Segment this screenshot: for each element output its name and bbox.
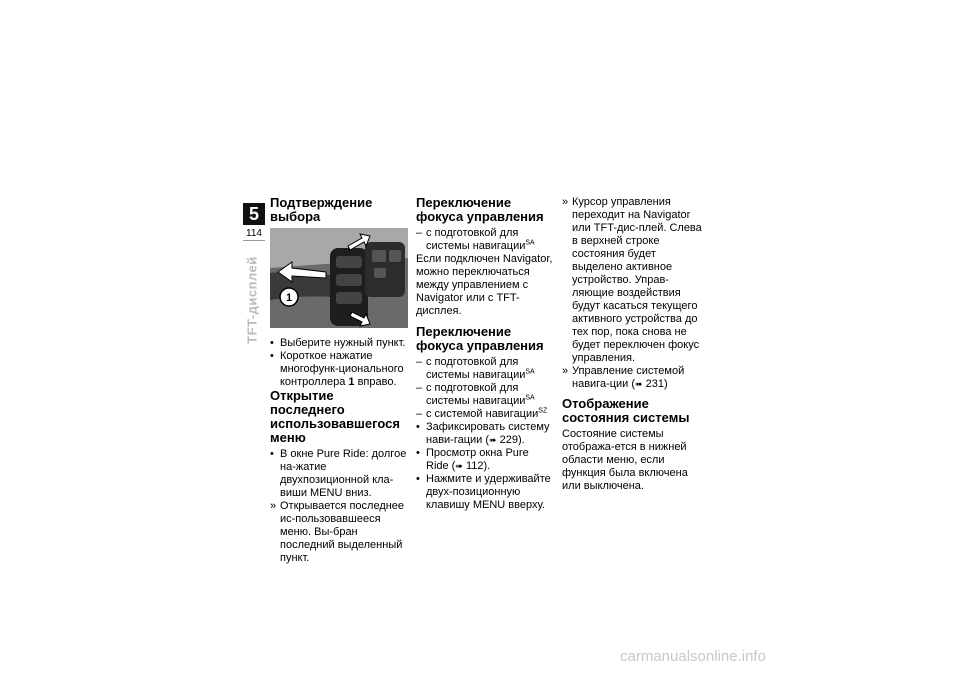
column-3 <box>562 196 702 493</box>
heading-open-last-menu: Открытие последнего использовавшегося меню <box>270 388 400 445</box>
heading-system-status: Отображение состояния системы <box>562 396 690 425</box>
column-1 <box>270 196 408 565</box>
list-item: • В окне Pure Ride: долгое на-жатие двухпозиционной кла-виши MENU вниз. <box>270 448 407 499</box>
figure-label: 1 <box>285 292 293 304</box>
heading-switch-focus: Переключение фокуса управления <box>416 195 544 224</box>
arrow-icon: ➠ <box>489 435 497 445</box>
list-item: • Просмотр окна Pure Ride (➠ 112). <box>416 447 529 472</box>
requirement-item: – с системой навигации$^{SZ}$ <box>416 407 548 420</box>
list-item: » Открывается последнее ис-пользовавшееся меню. Вы-бран последний выделенный пункт. <box>270 500 405 564</box>
page-number: 114 <box>246 228 262 239</box>
chapter-divider <box>243 240 265 241</box>
result-item: » Управление системой навига-ции (➠ 231) <box>562 365 685 390</box>
side-chapter-title <box>230 245 274 355</box>
list-item: • Выберите нужный пункт. <box>270 337 406 349</box>
heading-switch-focus-2: Переключение фокуса управления <box>416 324 544 353</box>
paragraph: Состояние системы отобража-ется в нижней области меню, если функция была включена или выключена. <box>562 428 688 492</box>
paragraph: Если подключен Navigator, можно переключаться между управлением с Navigator или с TFT-дисплея. <box>416 253 553 317</box>
heading-confirm-selection: Подтверждение выбора <box>270 195 373 224</box>
list-item: • Нажмите и удерживайте двух-позиционную клавишу MENU вверху. <box>416 473 551 511</box>
arrow-icon: ➠ <box>635 379 643 389</box>
arrow-icon: ➠ <box>455 461 463 471</box>
requirement-item: – с подготовкой для системы навигации$^{SA}$ <box>416 356 535 381</box>
chapter-number: 5 <box>243 203 265 225</box>
handlebar-controls-photo <box>270 228 408 328</box>
requirement-item: – с подготовкой для системы навигации$^{SA}$ <box>416 227 535 252</box>
side-chapter-title-text: TFT-дисплей <box>244 256 260 344</box>
watermark: carmanualsonline.info <box>620 648 766 665</box>
column-2 <box>416 196 554 512</box>
result-item: » Курсор управления переходит на Navigator или TFT-дис-плей. Слева в верхней строке состояния будет выделено активное устройство. Управ-ляющие воздействия будут касаться текущего активного устройства до тех пор, пока снова не будет переключен фокус управления. <box>562 196 702 364</box>
requirement-item: – с подготовкой для системы навигации$^{SA}$ <box>416 382 535 407</box>
list-item: • Зафиксировать систему нави-гации (➠ 229). <box>416 421 550 446</box>
list-item: • Короткое нажатие многофунк-циональнoго контроллера 1 вправо. <box>270 350 404 388</box>
